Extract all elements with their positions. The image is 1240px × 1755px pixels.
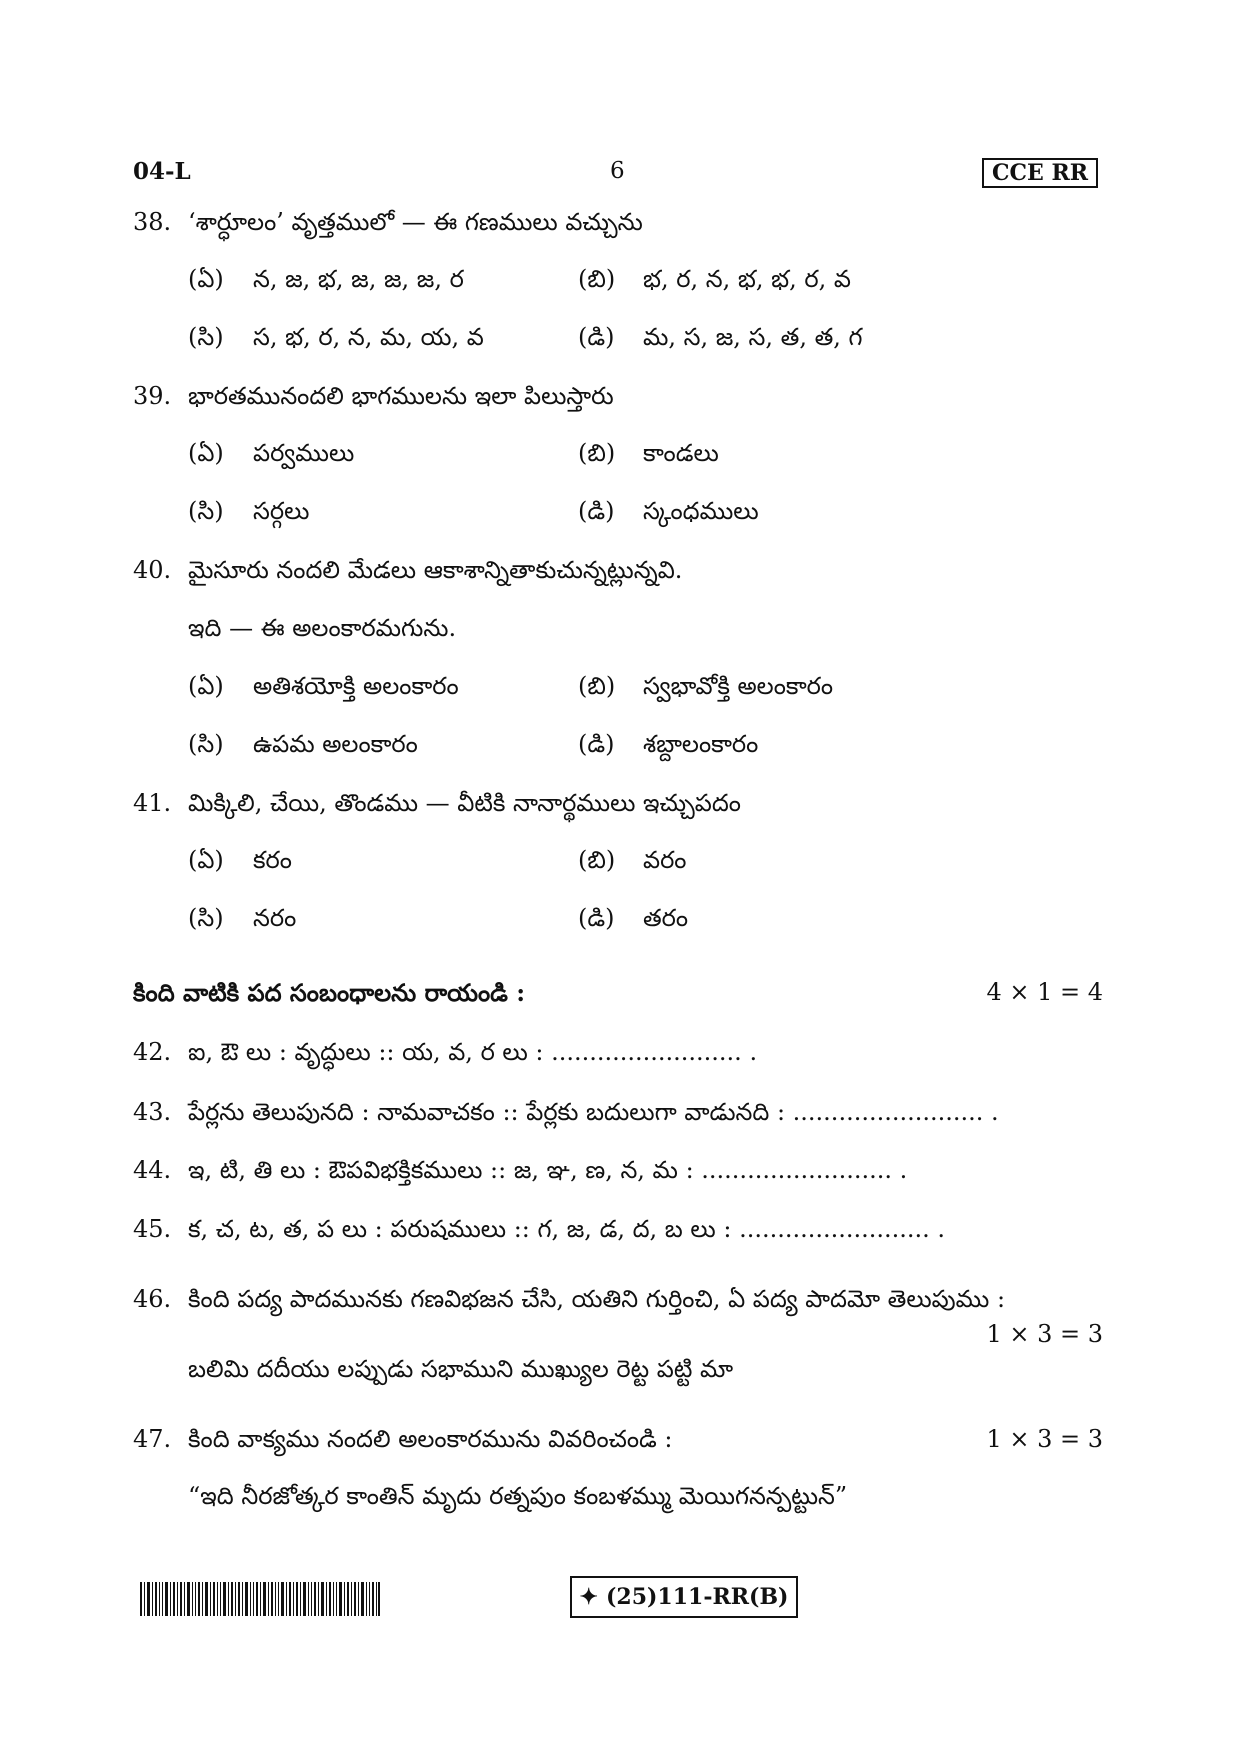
question-text: పేర్లను తెలుపునది : నామవాచకం :: పేర్లకు బదులుగా వాడునది : ......................... . — [188, 1098, 999, 1126]
option-b — [578, 846, 686, 880]
option-label: (డి) — [578, 323, 615, 351]
question-number: 41. — [133, 789, 172, 817]
question-number: 42. — [133, 1038, 172, 1066]
option-a — [188, 439, 354, 473]
option-text: అతిశయోక్తి అలంకారం — [253, 672, 459, 700]
option-text: స్వభావోక్తి అలంకారం — [643, 672, 834, 700]
question-number: 45. — [133, 1215, 172, 1243]
question-text: ‘శార్ధూలం’ వృత్తములో — ఈ గణములు వచ్చును — [188, 208, 643, 236]
option-label: (ఏ) — [188, 439, 224, 467]
option-a — [188, 672, 459, 706]
section-heading: కింది వాటికి పద సంబంధాలను రాయండి : — [133, 978, 526, 1007]
option-text: కరం — [253, 846, 292, 874]
option-label: (బి) — [578, 672, 616, 700]
option-b — [578, 265, 851, 299]
exam-badge: CCE RR — [982, 158, 1098, 188]
option-d — [578, 730, 758, 764]
option-d — [578, 904, 688, 938]
option-c — [188, 497, 309, 531]
question-subtext: ఇది — ఈ అలంకారమగును. — [188, 614, 457, 642]
option-label: (డి) — [578, 497, 615, 525]
option-text: ఉపమ అలంకారం — [253, 730, 418, 758]
question-number: 46. — [133, 1285, 172, 1313]
page-number: 6 — [610, 158, 625, 184]
option-text: తరం — [643, 904, 689, 932]
option-label: (సి) — [188, 730, 224, 758]
question-text: కింది పద్య పాదమునకు గణవిభజన చేసి, యతిని గుర్తించి, ఏ పద్య పాదమో తెలుపుము : — [188, 1285, 1006, 1313]
option-label: (ఏ) — [188, 265, 224, 293]
option-text: కాండలు — [643, 439, 719, 467]
question-number: 47. — [133, 1425, 172, 1453]
option-label: (సి) — [188, 904, 224, 932]
question-text: మిక్కిలి, చేయి, తొండము — వీటికి నానార్థములు ఇచ్చుపదం — [188, 789, 741, 817]
question-number: 40. — [133, 556, 172, 584]
option-label: (బి) — [578, 439, 616, 467]
option-b — [578, 439, 719, 473]
question-number: 39. — [133, 382, 172, 410]
option-text: సర్గలు — [253, 497, 310, 525]
option-text: మ, స, జ, స, త, త, గ — [643, 323, 863, 351]
option-text: నరం — [253, 904, 297, 932]
question-text: క, చ, ట, త, ప లు : పరుషములు :: గ, జ, డ, ద, బ లు : ......................... . — [188, 1215, 946, 1243]
barcode — [140, 1582, 380, 1616]
option-text: న, జ, భ, జ, జ, జ, ర — [253, 265, 464, 293]
question-number: 44. — [133, 1156, 172, 1184]
option-label: (ఏ) — [188, 672, 224, 700]
option-c — [188, 730, 418, 764]
question-text: మైసూరు నందలి మేడలు ఆకాశాన్నితాకుచున్నట్లున్నవి. — [188, 556, 683, 584]
question-text: ఇ, టి, తి లు : ఔపవిభక్తికములు :: జ, ఞ, ణ, న, మ : ......................... . — [188, 1156, 908, 1184]
option-d — [578, 497, 759, 531]
option-label: (డి) — [578, 730, 615, 758]
option-text: పర్వములు — [253, 439, 355, 467]
question-text: ఐ, ఔ లు : వృద్ధులు :: య, వ, ర లు : ......................... . — [188, 1038, 758, 1066]
option-label: (బి) — [578, 265, 616, 293]
paper-code: 04-L — [133, 158, 191, 185]
option-text: భ, ర, న, భ, భ, ర, వ — [643, 265, 851, 293]
option-d — [578, 323, 863, 357]
option-c — [188, 904, 296, 938]
option-label: (సి) — [188, 497, 224, 525]
verse-line: బలిమి దదీయు లప్పుడు సభాముని ముఖ్యుల రెట్ట పట్టి మా — [188, 1355, 734, 1383]
option-c — [188, 323, 484, 357]
option-text: శబ్దాలంకారం — [643, 730, 759, 758]
option-label: (బి) — [578, 846, 616, 874]
option-label: (డి) — [578, 904, 615, 932]
paper-code-box — [570, 1576, 798, 1618]
question-number: 38. — [133, 208, 172, 236]
option-label: (సి) — [188, 323, 224, 351]
quoted-sentence: “ఇది నీరజోత్కర కాంతిన్ మృదు రత్నపుం కంబళమ్ము మెయిగనన్పట్టున్” — [188, 1482, 848, 1510]
question-marks: 1 × 3 = 3 — [986, 1320, 1103, 1348]
option-b — [578, 672, 833, 706]
question-marks: 1 × 3 = 3 — [986, 1425, 1103, 1453]
question-text: కింది వాక్యము నందలి అలంకారమును వివరించండి : — [188, 1425, 673, 1453]
option-a — [188, 265, 464, 299]
option-label: (ఏ) — [188, 846, 224, 874]
star-icon: ✦ — [579, 1584, 598, 1610]
option-text: వరం — [643, 846, 687, 874]
section-marks: 4 × 1 = 4 — [986, 978, 1103, 1006]
option-text: స్కంధములు — [643, 497, 759, 525]
option-text: స, భ, ర, న, మ, య, వ — [253, 323, 484, 351]
paper-series-code: (25)111-RR(B) — [605, 1584, 789, 1610]
question-text: భారతమునందలి భాగములను ఇలా పిలుస్తారు — [188, 382, 614, 410]
question-number: 43. — [133, 1098, 172, 1126]
option-a — [188, 846, 292, 880]
